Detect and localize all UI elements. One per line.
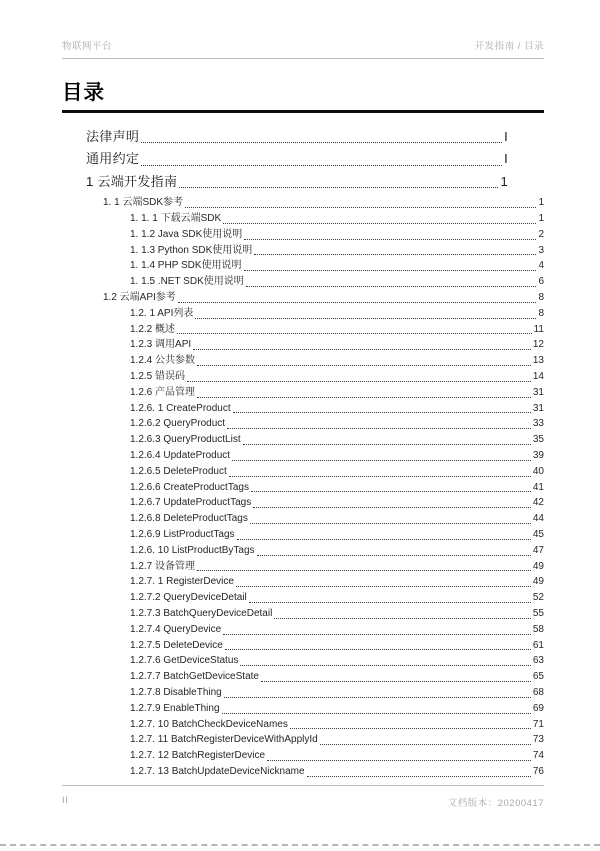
toc-entry-label: 1.2.7.3 BatchQueryDeviceDetail [130,607,273,619]
toc-entry[interactable] [62,171,544,193]
toc-entry-page: 6 [538,276,544,288]
toc-entry-label: 1.2.6. 10 ListProductByTags [130,544,255,556]
dot-leader [274,603,531,619]
toc-entry-label: 1.2. 1 API列表 [130,307,194,319]
dot-leader [229,461,531,477]
dot-leader [237,524,531,540]
dot-leader [250,508,531,524]
table-of-contents [62,126,544,780]
toc-entry-label: 1.2.7.7 BatchGetDeviceState [130,671,259,683]
toc-entry-page: 47 [532,544,544,556]
toc-entry-label: 1.2.6.9 ListProductTags [130,528,235,540]
toc-entry-page: 71 [532,718,544,730]
toc-entry-label: 1.2.6.6 CreateProductTags [130,481,249,493]
toc-entry-page: 73 [532,734,544,746]
toc-entry-page: 63 [532,655,544,667]
toc-entry-label: 1.2.7.9 EnableThing [130,702,220,714]
toc-entry-page: 1 [500,173,508,189]
toc-entry-page: 4 [538,260,544,272]
dot-leader [244,255,537,271]
toc-entry-label: 1.2.3 调用API [130,339,192,351]
toc-entry-page: 52 [532,592,544,604]
dot-leader [251,477,531,493]
toc-entry-page: 1 [538,213,544,225]
toc-entry-label: 1. 1. 1 下载云端SDK [130,213,222,225]
toc-entry-label: 1.2.6.3 QueryProductList [130,434,241,446]
toc-entry-label: 1.2.7.8 DisableThing [130,686,222,698]
header-breadcrumb: 开发指南 / 目录 [474,41,544,52]
toc-entry-label: 1.2.6.4 UpdateProduct [130,449,231,461]
toc-entry-label: 1. 1.4 PHP SDK使用说明 [130,260,242,272]
toc-entry-label: 1.2.6.2 QueryProduct [130,418,226,430]
dot-leader [223,619,531,635]
dot-leader [290,714,531,730]
toc-entry-page: 8 [538,292,544,303]
dot-leader [246,271,537,287]
dot-leader [307,761,531,777]
dot-leader [197,556,531,572]
page-title: 目录 [62,80,544,113]
toc-entry-label: 通用约定 [86,151,140,167]
header-product-name: 物联网平台 [62,41,113,52]
dot-leader [257,540,531,556]
toc-entry-page: I [504,151,508,167]
toc-entry-label: 1.2.7.2 QueryDeviceDetail [130,592,247,604]
dot-leader [254,240,536,256]
toc-entry-label: 1.2.7.5 DeleteDevice [130,639,223,651]
toc-entry-label: 1.2 云端API参考 [103,292,176,303]
toc-entry-page: 45 [532,528,544,540]
dot-leader [179,166,498,188]
dot-leader [197,350,531,366]
toc-entry-page: 69 [532,702,544,714]
dot-leader [141,121,502,143]
toc-entry-label: 1.2.7 设备管理 [130,560,196,572]
page-header [62,40,544,59]
dot-leader [177,319,532,335]
dot-leader [267,745,531,761]
toc-entry-page: 1 [538,197,544,209]
toc-entry-label: 法律声明 [86,129,140,144]
dot-leader [141,143,502,165]
toc-entry-page: 65 [532,671,544,683]
dot-leader [244,224,536,240]
toc-entry-page: 31 [532,386,544,398]
toc-entry-label: 1. 1.3 Python SDK使用说明 [130,244,253,256]
toc-entry-page: 68 [532,686,544,698]
footer-page-number: II [62,795,69,806]
dot-leader [232,445,531,461]
toc-entry-page: 8 [538,307,544,319]
toc-entry-page: 76 [532,765,544,777]
dot-leader [253,492,531,508]
dot-leader [236,571,531,587]
toc-entry-page: 12 [532,339,544,351]
dot-leader [178,287,537,303]
toc-entry-label: 1.2.6.5 DeleteProduct [130,465,227,477]
toc-entry-page: 33 [532,418,544,430]
toc-entry-label: 1. 1.2 Java SDK使用说明 [130,228,243,240]
dot-leader [193,334,531,350]
toc-entry-page: 11 [533,323,544,335]
toc-entry-page: 58 [532,623,544,635]
toc-entry-label: 1. 1.5 .NET SDK使用说明 [130,276,244,288]
toc-entry-label: 1.2.6 产品管理 [130,386,196,398]
dot-leader [249,587,531,603]
dot-leader [320,729,531,745]
toc-entry-page: 61 [532,639,544,651]
toc-entry-label: 1.2.7.6 GetDeviceStatus [130,655,239,667]
page-break-divider [0,844,600,846]
toc-entry-page: 3 [538,244,544,256]
toc-entry-label: 1.2.6.7 UpdateProductTags [130,497,252,509]
toc-entry-page: 42 [532,497,544,509]
toc-entry-label: 1.2.6. 1 CreateProduct [130,402,231,414]
dot-leader [227,413,531,429]
toc-entry-page: 40 [532,465,544,477]
toc-entry-label: 1.2.5 错误码 [130,370,186,382]
toc-entry-page: 13 [532,355,544,367]
toc-entry-label: 1.2.7. 13 BatchUpdateDeviceNickname [130,765,305,777]
toc-entry-label: 1.2.2 概述 [130,323,176,335]
dot-leader [225,635,531,651]
toc-entry-label: 1.2.7.4 QueryDevice [130,623,222,635]
toc-entry-label: 1.2.6.8 DeleteProductTags [130,513,248,525]
toc-sub-list [62,195,544,779]
toc-entry-page: 14 [532,370,544,382]
toc-entry-label: 1.2.7. 12 BatchRegisterDevice [130,750,266,762]
dot-leader [197,382,531,398]
toc-entry-label: 1 云端开发指南 [86,173,178,189]
toc-entry-page: 49 [532,576,544,588]
toc-top-list [62,126,544,193]
footer-doc-version: 文档版本：20200417 [447,798,544,809]
toc-entry-page: 49 [532,560,544,572]
toc-entry[interactable] [62,764,544,780]
page-footer [62,785,544,809]
toc-entry-page: 31 [532,402,544,414]
toc-entry-page: 39 [532,449,544,461]
toc-entry-label: 1. 1 云端SDK参考 [103,197,184,209]
toc-entry-page: 35 [532,434,544,446]
toc-entry-page: I [504,129,508,144]
dot-leader [222,698,531,714]
toc-entry-page: 55 [532,607,544,619]
dot-leader [195,303,536,319]
toc-entry-label: 1.2.7. 1 RegisterDevice [130,576,234,588]
dot-leader [261,666,531,682]
toc-entry-label: 1.2.4 公共参数 [130,355,196,367]
dot-leader [233,398,531,414]
toc-entry-page: 44 [532,513,544,525]
dot-leader [240,650,530,666]
toc-entry-label: 1.2.7. 10 BatchCheckDeviceNames [130,718,288,730]
dot-leader [187,366,531,382]
toc-entry-page: 74 [532,750,544,762]
dot-leader [224,682,531,698]
toc-entry-label: 1.2.7. 11 BatchRegisterDeviceWithApplyId [130,734,318,746]
dot-leader [223,208,536,224]
toc-entry-page: 2 [538,228,544,240]
dot-leader [243,429,531,445]
dot-leader [185,192,536,208]
toc-entry-page: 41 [532,481,544,493]
